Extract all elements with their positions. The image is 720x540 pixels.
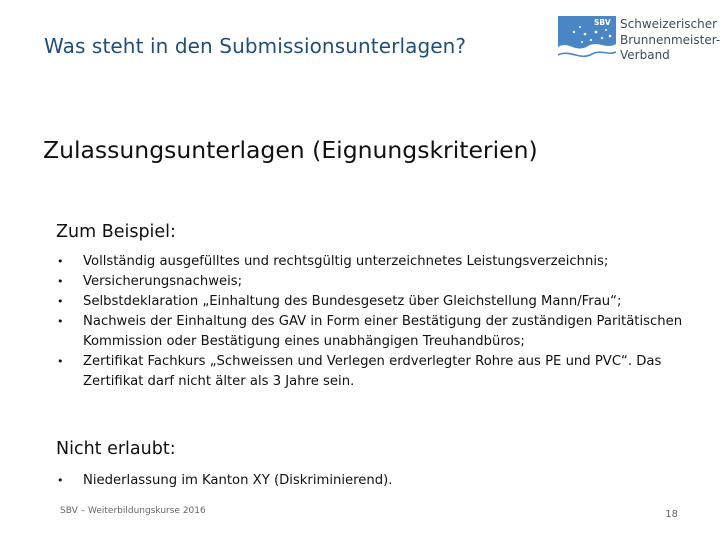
logo-line-2: Brunnenmeister- (620, 32, 720, 47)
logo-line-1: Schweizerischer (620, 17, 718, 31)
sbv-logo-icon (558, 16, 616, 64)
bullet-item: • Nachweis der Einhaltung des GAV in Form einer Bestätigung der zuständigen Paritätischen Kommission oder Bestätigung eines unabhängigen Treuhandbüros; (56, 312, 706, 352)
bullet-item: • Zertifikat Fachkurs „Schweissen und Verlegen erdverlegter Rohre aus PE und PVC“. Das Zertifikat darf nicht älter als 3 Jahre sein. (56, 352, 706, 392)
bullet-item: • Vollständig ausgefülltes und rechtsgültig unterzeichnetes Leistungsverzeichnis; (56, 252, 706, 272)
logo-text (620, 17, 720, 64)
sbv-logo (558, 16, 720, 66)
slide-title: Was steht in den Submissionsunterlagen? (44, 34, 467, 58)
example-heading: Zum Beispiel: (56, 222, 176, 242)
logo-abbr: SBV (594, 18, 611, 27)
section-heading: Zulassungsunterlagen (Eignungskriterien) (43, 136, 538, 164)
footer-text: SBV – Weiterbildungskurse 2016 (60, 506, 206, 516)
not-allowed-bullet-list (56, 471, 706, 491)
bullet-item: • Versicherungsnachweis; (56, 272, 706, 292)
bullet-item: • Niederlassung im Kanton XY (Diskriminierend). (56, 471, 706, 491)
page-number: 18 (665, 509, 678, 520)
bullet-item: • Selbstdeklaration „Einhaltung des Bundesgesetz über Gleichstellung Mann/Frau“; (56, 292, 706, 312)
logo-line-3: Verband (620, 48, 670, 62)
example-bullet-list (56, 252, 706, 392)
not-allowed-heading: Nicht erlaubt: (56, 439, 176, 459)
